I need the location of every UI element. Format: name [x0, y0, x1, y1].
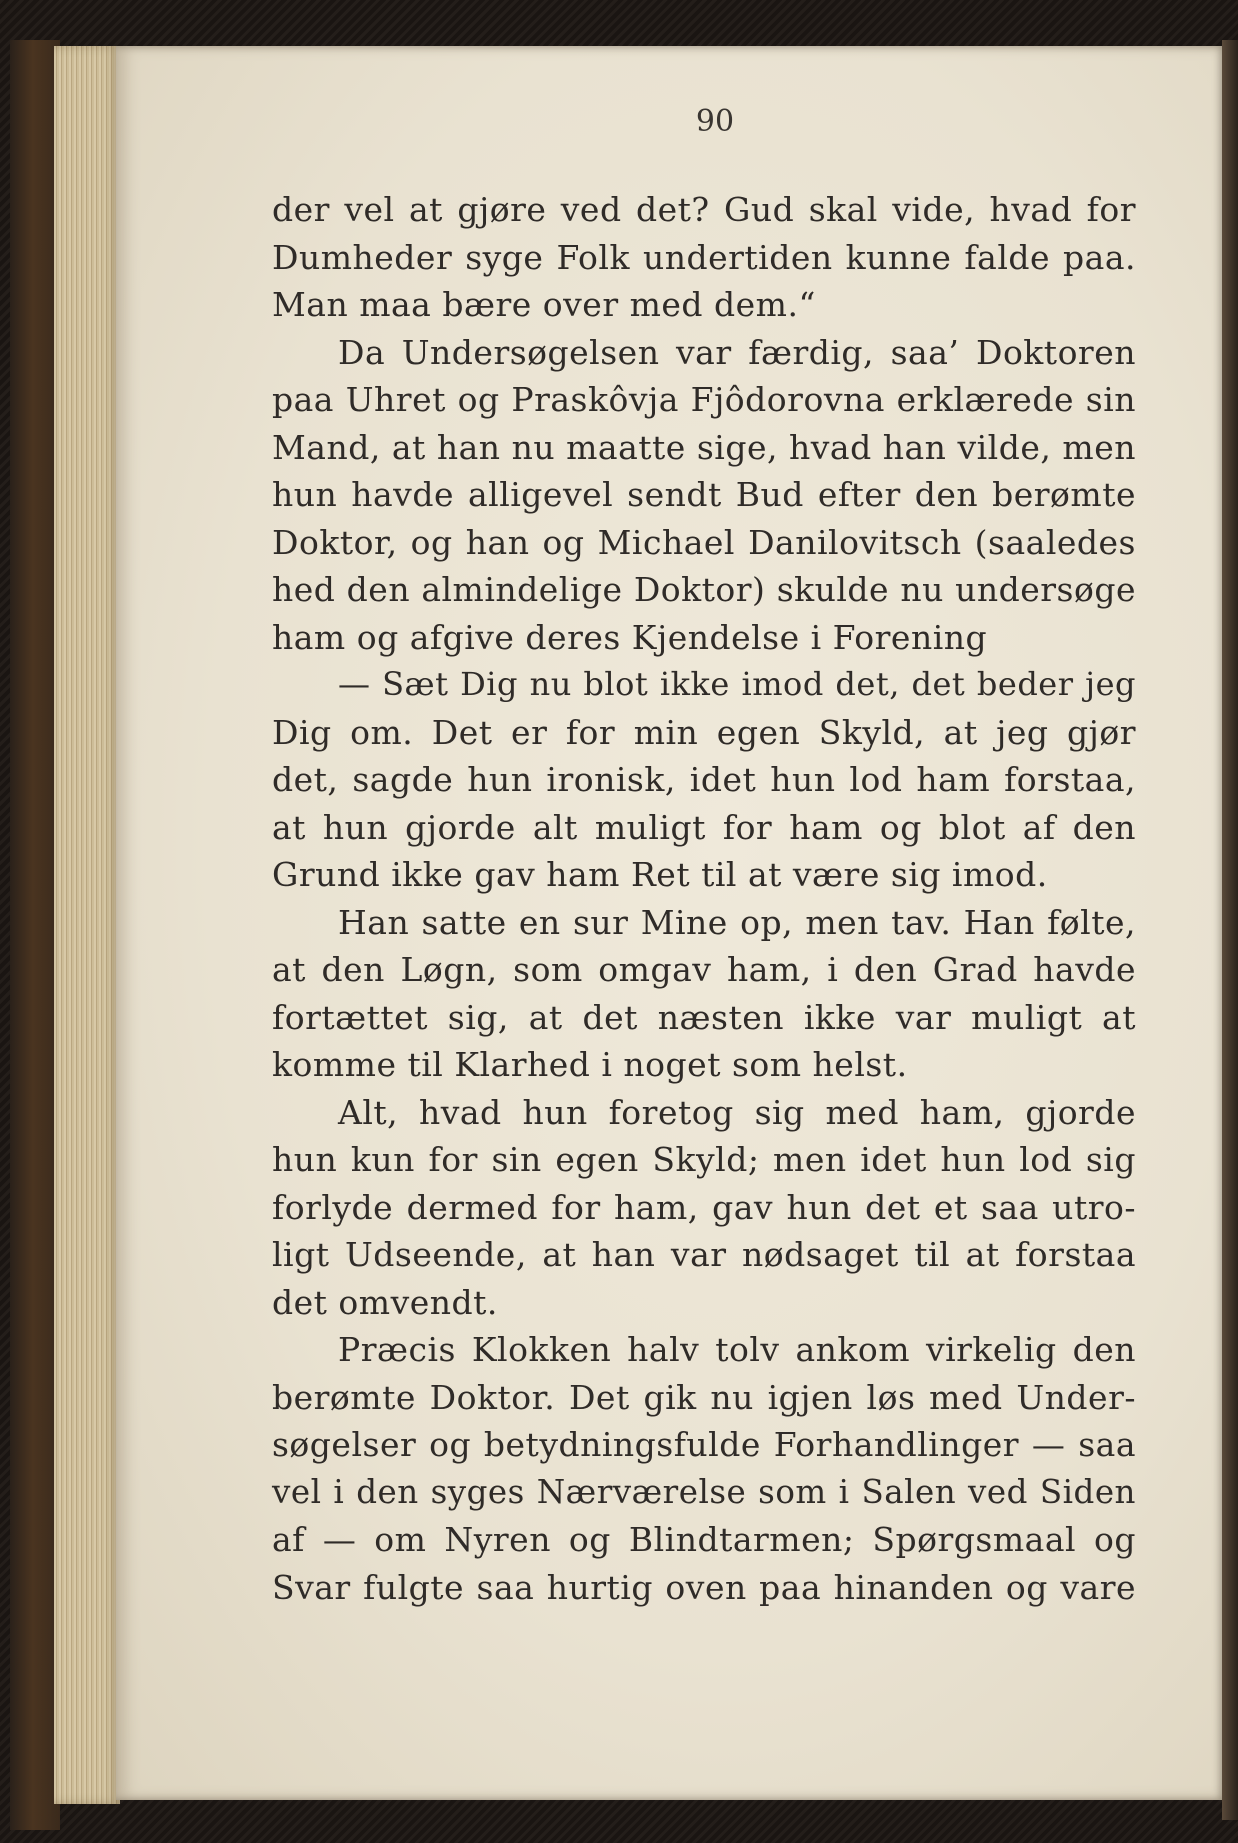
text-line: det omvendt.: [272, 1282, 498, 1322]
page-right-edge: [1222, 40, 1238, 1820]
text-line: forlyde dermed for ham, gav hun det et saa utro-: [272, 1187, 1136, 1227]
text-line: berømte Doktor. Det gik nu igjen løs med Under-: [272, 1377, 1136, 1417]
page-edges: [54, 46, 120, 1804]
text-line: af — om Nyren og Blindtarmen; Spørgsmaal og: [272, 1520, 1136, 1559]
text-line: Mand, at han nu maatte sige, hvad han vilde, men: [272, 427, 1136, 467]
text-line: fortættet sig, at det næsten ikke var muligt at: [272, 997, 1136, 1037]
text-line: Doktor, og han og Michael Danilovitsch (saaledes: [272, 522, 1136, 562]
text-line: Præcis Klokken halv tolv ankom virkelig den: [338, 1330, 1136, 1369]
text-line: at den Løgn, som omgav ham, i den Grad havde: [272, 950, 1136, 989]
text-line: Alt, hvad hun foretog sig med ham, gjorde: [338, 1092, 1136, 1132]
text-line: hed den almindelige Doktor) skulde nu undersøge: [272, 570, 1136, 609]
body-text: [272, 186, 1136, 1611]
text-line: søgelser og betydningsfulde Forhandlinger — saa: [272, 1425, 1136, 1464]
text-line: ham og afgive deres Kjendelse i Forening: [272, 617, 988, 657]
text-line: hun kun for sin egen Skyld; men idet hun lod sig: [272, 1140, 1136, 1179]
text-line: at hun gjorde alt muligt for ham og blot af den: [272, 807, 1136, 847]
text-line: det, sagde hun ironisk, idet hun lod ham forstaa,: [272, 760, 1136, 799]
text-line: Dig om. Det er for min egen Skyld, at jeg gjør: [272, 712, 1136, 752]
text-line: Han satte en sur Mine op, men tav. Han følte,: [338, 902, 1136, 942]
text-line: Man maa bære over med dem.“: [272, 285, 816, 324]
text-line: hun havde alligevel sendt Bud efter den berømte: [272, 475, 1136, 514]
page-number: 90: [695, 104, 735, 139]
text-line: der vel at gjøre ved det? Gud skal vide, hvad for: [272, 190, 1136, 229]
text-line: Svar fulgte saa hurtig oven paa hinanden og vare: [272, 1567, 1136, 1607]
text-line: Da Undersøgelsen var færdig, saa’ Doktoren: [338, 332, 1136, 372]
text-line: Dumheder syge Folk undertiden kunne falde paa.: [272, 237, 1136, 277]
text-line: vel i den syges Nærværelse som i Salen ved Siden: [272, 1472, 1136, 1511]
text-line: Grund ikke gav ham Ret til at være sig imod.: [272, 855, 1048, 894]
text-line: — Sæt Dig nu blot ikke imod det, det beder jeg: [338, 665, 1136, 703]
text-line: komme til Klarhed i noget som helst.: [272, 1045, 908, 1084]
text-line: ligt Udseende, at han var nødsaget til at forstaa: [272, 1235, 1136, 1274]
text-line: paa Uhret og Praskôvja Fjôdorovna erklærede sin: [272, 380, 1136, 419]
book-spine-edge: [10, 40, 60, 1830]
